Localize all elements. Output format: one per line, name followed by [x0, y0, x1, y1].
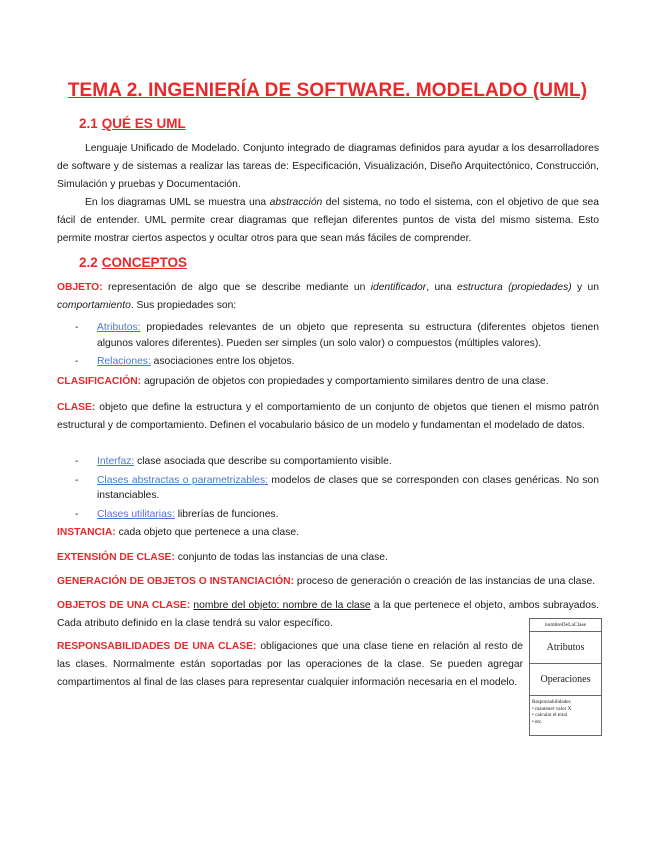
text: y un [571, 282, 599, 293]
term-link[interactable]: Clases utilitarias: [97, 508, 175, 520]
page-title: TEMA 2. INGENIERÍA DE SOFTWARE. MODELADO (UML) [67, 80, 588, 101]
clase-types-list [57, 454, 599, 525]
text: objeto que define la estructura y el comportamiento de un conjunto de objetos que tienen el mismo patrón estructural y de comportamiento. Definen el vocabulario básico de un modelo y fundamentan el modelado de datos. [57, 402, 599, 432]
uml-resp-item: • mantener valor X [532, 705, 572, 712]
definition-objeto [57, 279, 599, 315]
text: a la que pertenece el objeto, ambos subrayados. Cada atributo definido en la clase tendrá su valor específico. [57, 600, 599, 630]
uml-resp-item: • etc. [532, 718, 543, 725]
paragraph-uml-definition: Lenguaje Unificado de Modelado. Conjunto integrado de diagramas definidos para ayudar a los desarrolladores de software y de sistemas a realizar las tareas de: Especificación, Visualización, Diseño Arquitectónico, Construcción, Simulación y pruebas y Documentación. [57, 143, 599, 191]
term-label: OBJETOS DE UNA CLASE: [57, 600, 191, 611]
section-title: CONCEPTOS [101, 255, 188, 270]
text: proceso de generación o creación de las instancias de una clase. [294, 576, 596, 587]
section-number: 2.2 [79, 255, 98, 270]
term-link[interactable]: Interfaz: [97, 456, 135, 467]
text: modelos de clases que se corresponden con clases genéricas. No son instanciables. [97, 474, 599, 501]
bullet-dash: - [75, 474, 79, 486]
term-link[interactable]: Atributos: [97, 322, 141, 333]
bullet-dash: - [75, 322, 79, 333]
text: librerías de funciones. [174, 508, 279, 520]
bullet-dash: - [75, 456, 79, 467]
section-heading-que-es-uml [79, 116, 186, 131]
text: representación de algo que se describe mediante un [102, 282, 371, 293]
section-title: QUÉ ES UML [101, 116, 186, 131]
uml-class-diagram [529, 618, 602, 736]
term-label: OBJETO: [57, 282, 103, 293]
term-label: INSTANCIA: [57, 527, 116, 538]
emphasis: identificador [370, 282, 427, 293]
text: . Sus propiedades son: [130, 300, 237, 312]
definition-clasificacion [57, 373, 599, 391]
term-label: GENERACIÓN DE OBJETOS O INSTANCIACIÓN: [57, 576, 295, 587]
text: cada objeto que pertenece a una clase. [115, 527, 299, 538]
underlined-notation: nombre del objeto: nombre de la clase [193, 600, 371, 611]
term-link[interactable]: Clases abstractas o parametrizables: [97, 474, 269, 486]
section-heading-conceptos [79, 255, 187, 270]
uml-resp-title: Responsabilidades [532, 699, 571, 705]
paragraph-uml-abstraction [57, 194, 599, 249]
definition-responsabilidades [57, 638, 523, 693]
text: obligaciones que una clase tiene en relación al resto de las clases. Normalmente están soportadas por las operaciones de la clase. Se pueden agregar compartimentos al final de las clases para representar cualquier información necesaria en el modelo. [57, 641, 524, 689]
text: asociaciones entre los objetos. [150, 356, 295, 367]
uml-responsibilities-compartment [530, 696, 601, 725]
definition-instancia [57, 524, 599, 542]
uml-attributes-compartment: Atributos [530, 632, 601, 664]
bullet-dash: - [75, 356, 79, 367]
bullet-dash: - [75, 508, 79, 520]
emphasis: estructura (propiedades) [456, 282, 572, 293]
list-item [57, 454, 599, 470]
text: clase asociada que describe su comportamiento visible. [134, 456, 392, 467]
definition-objetos-de-una-clase [57, 597, 599, 633]
definition-extension [57, 549, 599, 567]
definition-generacion [57, 573, 599, 591]
list-item [57, 320, 599, 351]
uml-resp-item: • calcular el total [532, 712, 568, 718]
text: conjunto de todas las instancias de una clase. [174, 552, 388, 563]
emphasis-abstraccion: abstracción [269, 197, 323, 208]
definition-clase [57, 399, 599, 435]
term-label: CLASE: [57, 402, 96, 413]
uml-operations-compartment: Operaciones [530, 664, 601, 696]
objeto-properties-list [57, 320, 599, 373]
text: agrupación de objetos con propiedades y comportamiento similares dentro de una clase. [141, 376, 549, 387]
list-item [57, 507, 599, 523]
text: , una [426, 282, 457, 293]
section-number: 2.1 [79, 116, 98, 131]
term-label: CLASIFICACIÓN: [57, 376, 142, 387]
term-label: RESPONSABILIDADES DE UNA CLASE: [57, 641, 257, 652]
text: del sistema, no todo el sistema, con el objetivo de que sea fácil de entender. UML permite crear diagramas que reflejan diferentes puntos de vista del mismo sistema. Esto permite mostrar ciertos aspectos y ocultar otros para que sean más fáciles de comprender. [57, 197, 599, 245]
list-item [57, 473, 599, 504]
uml-class-name: nombreDeLaClase [530, 619, 601, 632]
list-item [57, 354, 599, 370]
text: propiedades relevantes de un objeto que representa su estructura (diferentes objetos tienen algunos valores diferentes). Pueden ser simples (un solo valor) o compuestos (múltiples valores). [97, 322, 599, 349]
term-link[interactable]: Relaciones: [97, 356, 151, 367]
term-label: EXTENSIÓN DE CLASE: [57, 552, 175, 563]
text: En los diagramas UML se muestra una [85, 197, 270, 208]
emphasis: comportamiento [57, 300, 131, 312]
